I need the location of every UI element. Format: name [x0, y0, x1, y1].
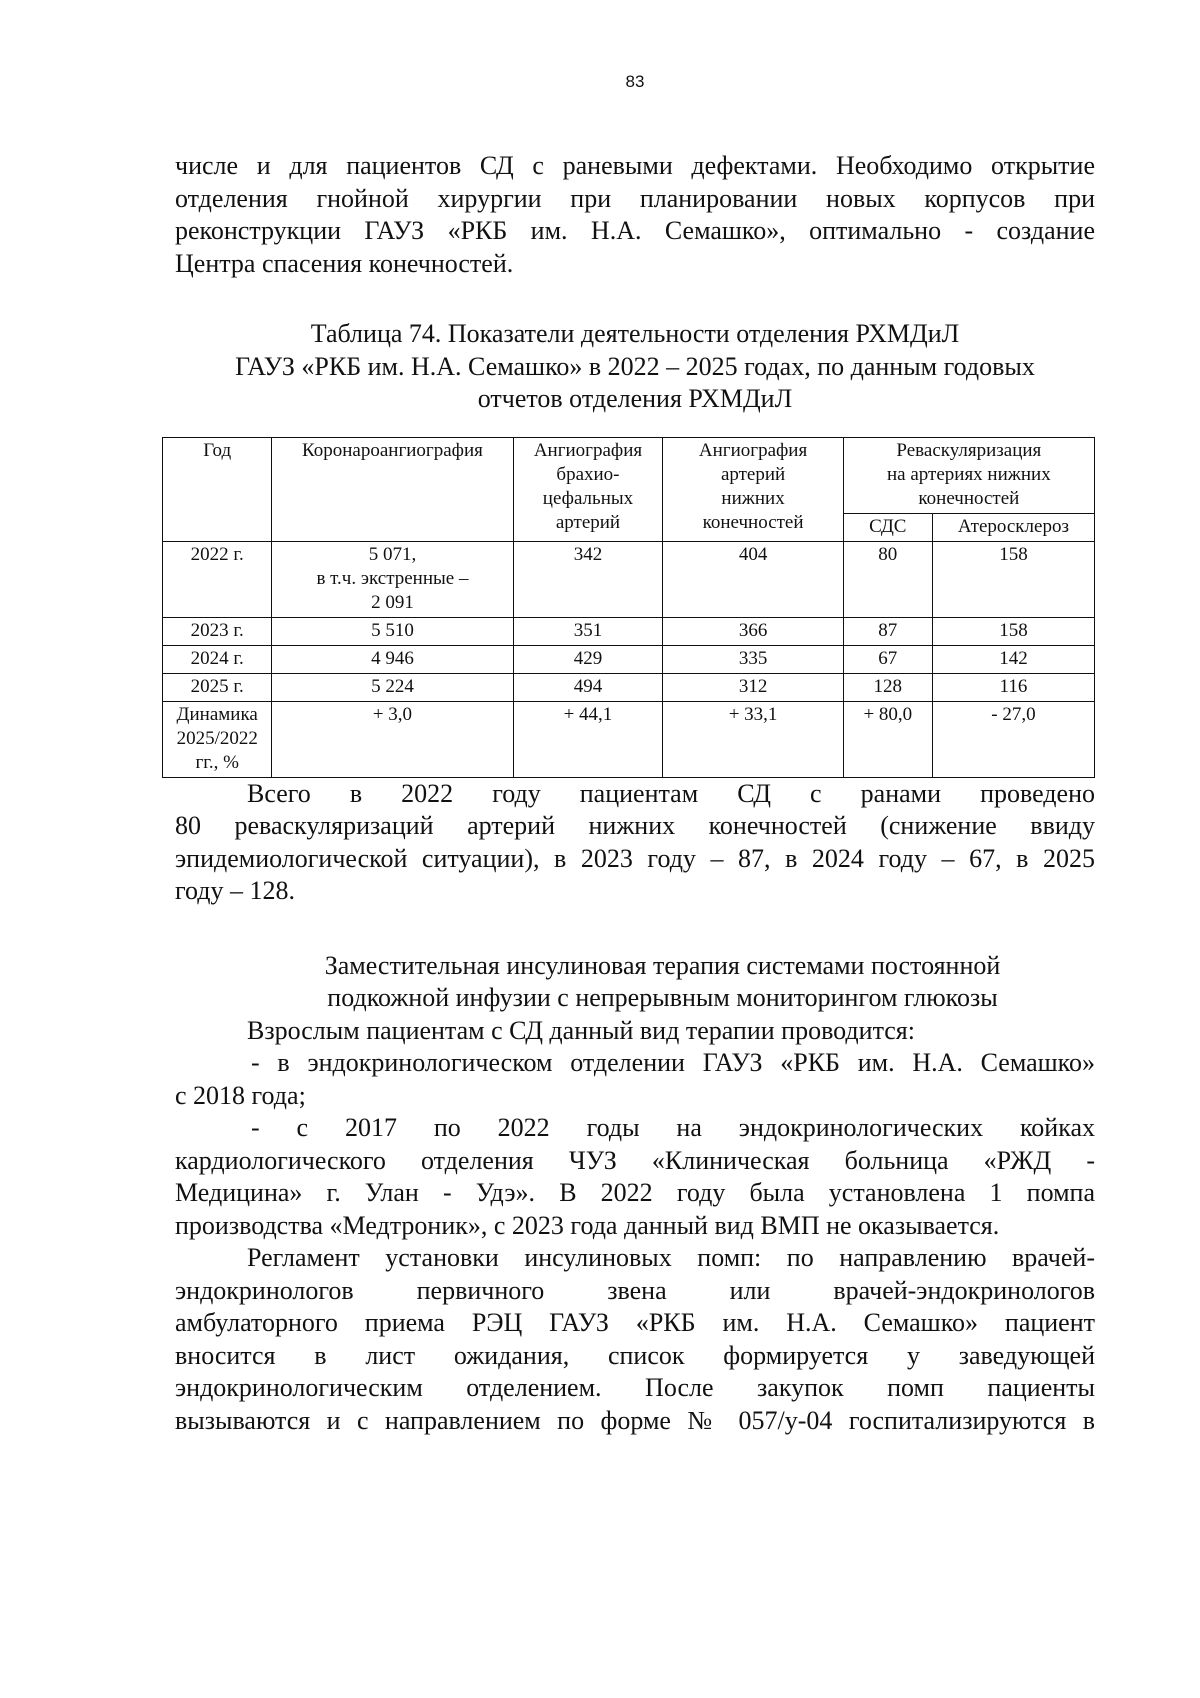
text-line: реконструкции ГАУЗ «РКБ им. Н.А. Семашко», оптимально - создание	[175, 216, 1095, 245]
table-row	[163, 541, 1095, 617]
header-line: на артериях нижних	[887, 463, 1051, 485]
cell-coronary: 4 946	[272, 645, 513, 673]
caption-line: ГАУЗ «РКБ им. Н.А. Семашко» в 2022 – 2025 годах, по данным годовых	[235, 351, 1035, 381]
heading-line: Заместительная инсулиновая терапия системами постоянной	[324, 950, 1001, 980]
text-line: Центра спасения конечностей.	[175, 248, 514, 278]
header-line: Реваскуляризация	[896, 439, 1042, 461]
cell-sds: + 80,0	[843, 701, 932, 777]
cell-coronary: + 3,0	[272, 701, 513, 777]
cell-sds: 87	[843, 617, 932, 645]
header-line: Ангиография	[698, 439, 808, 461]
text-line: кардиологического отделения ЧУЗ «Клиническая больница «РЖД -	[175, 1145, 1095, 1175]
header-coronary: Коронароангиография	[272, 437, 513, 541]
cell-year: 2023 г.	[163, 617, 272, 645]
paragraph-total	[175, 778, 1095, 908]
text-line: Взрослым пациентам с СД данный вид терапии проводится:	[247, 1015, 915, 1045]
header-line: конечностей	[702, 511, 804, 533]
paragraph-regulation	[175, 1242, 1095, 1437]
text-line: эндокринологов первичного звена или врачей-эндокринологов	[175, 1275, 1095, 1305]
caption-line: отчетов отделения РХМДиЛ	[477, 384, 793, 413]
header-sds: СДС	[843, 513, 932, 541]
statistics-table	[162, 437, 1095, 778]
header-brachio	[513, 437, 663, 541]
header-line: артерий	[555, 511, 621, 533]
cell-brachio: 429	[513, 645, 663, 673]
text-line: эндокринологическим отделением. После закупок помп пациенты	[175, 1373, 1095, 1402]
cell-year: 2024 г.	[163, 645, 272, 673]
header-line: цефальных	[542, 487, 634, 509]
cell-line: 2 091	[371, 591, 414, 613]
cell-sds: 67	[843, 645, 932, 673]
table-caption	[175, 318, 1095, 416]
table-row-dynamics	[163, 701, 1095, 777]
header-legs	[663, 437, 843, 541]
cell-legs: 366	[663, 617, 843, 645]
text-line: - с 2017 по 2022 годы на эндокринологических койках	[251, 1113, 1095, 1142]
cell-year: 2025 г.	[163, 673, 272, 701]
header-line: нижних	[721, 487, 785, 509]
text-line: производства «Медтроник», с 2023 года данный вид ВМП не оказывается.	[175, 1210, 1000, 1240]
cell-year: 2022 г.	[163, 541, 272, 617]
cell-legs: 335	[663, 645, 843, 673]
cell-line: 2025/2022	[176, 727, 258, 749]
text-line: году – 128.	[175, 876, 295, 905]
header-line: Ангиография	[533, 439, 643, 461]
table-row	[163, 617, 1095, 645]
text-line: с 2018 года;	[175, 1080, 306, 1110]
cell-legs: 404	[663, 541, 843, 617]
cell-coronary	[272, 541, 513, 617]
text-line: числе и для пациентов СД с раневыми дефектами. Необходимо открытие	[175, 151, 1095, 180]
cell-sds: 128	[843, 673, 932, 701]
document-body	[175, 150, 1095, 1437]
header-year: Год	[163, 437, 272, 541]
cell-atherosclerosis: 142	[932, 645, 1094, 673]
cell-coronary: 5 224	[272, 673, 513, 701]
cell-atherosclerosis: 158	[932, 541, 1094, 617]
cell-legs: + 33,1	[663, 701, 843, 777]
page-number: 83	[625, 72, 645, 91]
caption-line: Таблица 74. Показатели деятельности отделения РХМДиЛ	[310, 319, 960, 348]
text-line: - в эндокринологическом отделении ГАУЗ «РКБ им. Н.А. Семашко»	[251, 1048, 1095, 1077]
cell-brachio: 494	[513, 673, 663, 701]
header-atherosclerosis: Атеросклероз	[932, 513, 1094, 541]
cell-line: гг., %	[195, 751, 239, 773]
cell-atherosclerosis: - 27,0	[932, 701, 1094, 777]
paragraph-adults	[175, 1015, 1095, 1243]
cell-dynamics-label	[163, 701, 272, 777]
text-line: Всего в 2022 году пациентам СД с ранами проведено	[247, 778, 1095, 808]
text-line: Регламент установки инсулиновых помп: по направлению врачей-	[247, 1243, 1095, 1272]
intro-paragraph	[175, 150, 1095, 280]
cell-line: Динамика	[176, 703, 258, 725]
section-heading	[230, 950, 1095, 1015]
table-header-row	[163, 437, 1095, 513]
cell-brachio: + 44,1	[513, 701, 663, 777]
cell-sds: 80	[843, 541, 932, 617]
table-row	[163, 673, 1095, 701]
cell-atherosclerosis: 158	[932, 617, 1094, 645]
text-line: амбулаторного приема РЭЦ ГАУЗ «РКБ им. Н.А. Семашко» пациент	[175, 1308, 1095, 1337]
cell-atherosclerosis: 116	[932, 673, 1094, 701]
cell-legs: 312	[663, 673, 843, 701]
header-line: артерий	[720, 463, 786, 485]
text-line: вносится в лист ожидания, список формируется у заведующей	[175, 1340, 1095, 1370]
cell-brachio: 342	[513, 541, 663, 617]
cell-brachio: 351	[513, 617, 663, 645]
heading-line: подкожной инфузии с непрерывным мониторингом глюкозы	[327, 983, 998, 1012]
text-line: Медицина» г. Улан - Удэ». В 2022 году была установлена 1 помпа	[175, 1178, 1095, 1207]
header-revascularization	[843, 437, 1094, 513]
text-line: 80 реваскуляризаций артерий нижних конечностей (снижение ввиду	[175, 811, 1095, 840]
cell-coronary: 5 510	[272, 617, 513, 645]
text-line: отделения гнойной хирургии при планировании новых корпусов при	[175, 183, 1095, 213]
cell-line: в т.ч. экстренные –	[316, 567, 469, 589]
text-line: вызываются и с направлением по форме № 057/у-04 госпитализируются в	[175, 1405, 1095, 1435]
table-row	[163, 645, 1095, 673]
text-line: эпидемиологической ситуации), в 2023 году – 87, в 2024 году – 67, в 2025	[175, 843, 1095, 873]
header-line: брахио-	[556, 463, 620, 485]
header-line: конечностей	[918, 487, 1020, 509]
cell-line: 5 071,	[368, 543, 417, 565]
